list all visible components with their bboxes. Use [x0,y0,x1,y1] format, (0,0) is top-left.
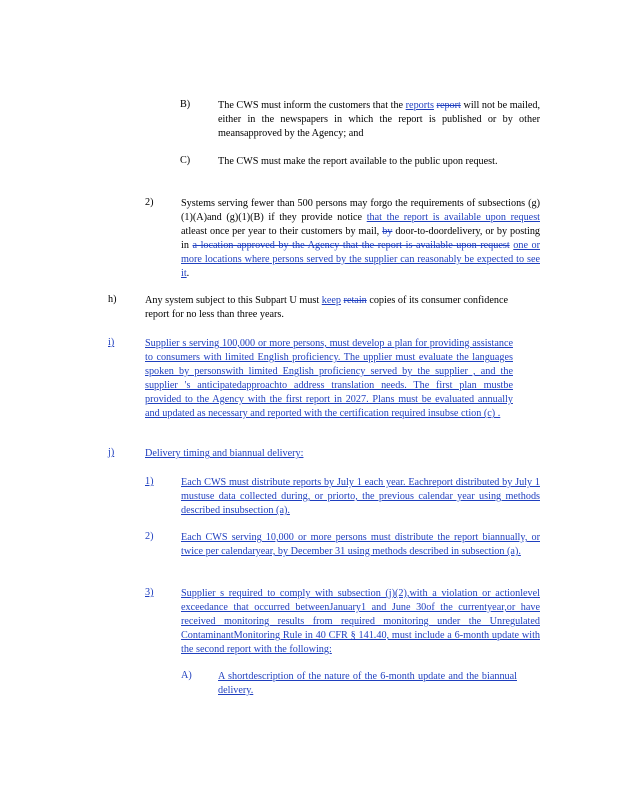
text-run: atleast once per year to their customers by mail, [181,226,383,237]
deleted-text: report [436,100,461,111]
text-run: The CWS must inform the customers that the [218,100,406,111]
inserted-text: keep [321,295,341,306]
item-C-text: The CWS must make the report available to the public upon request. [218,156,498,167]
inserted-text: reports [405,100,434,111]
item-j2-label: 2) [145,531,154,542]
item-jA-label: A) [181,670,192,681]
text-run: copies of its consumer confidence report for no less than three years. [145,295,509,320]
item-j1 [145,476,540,518]
item-h [108,294,508,322]
item-B-label: B) [180,99,191,110]
item-jA [181,670,517,698]
inserted-text: A shortdescription of the nature of the 6-month update and the biannual delivery. [218,671,517,696]
deleted-text: by [382,226,393,237]
deleted-text: a location approved by the Agency that the report is available upon request [192,240,510,251]
text-run: Systems serving fewer than 500 persons may forgo the requirements of subsections (g)(1)(A)and (g)(1)(B) if they provide notice [181,198,540,223]
item-j1-text [181,476,540,518]
item-j3-label: 3) [145,587,154,598]
text-run: door-to-doordelivery, or by posting in [181,226,541,251]
item-2-label: 2) [145,197,154,208]
item-B [180,99,540,141]
item-j3-text [181,587,540,657]
item-h-text [145,294,508,322]
inserted-text: one or more locations where persons served by the supplier can reasonably be expected to see it [181,240,541,279]
item-B-text [218,99,540,141]
inserted-text: Each CWS serving 10,000 or more persons must distribute the report biannually, or twice per calendaryear, by December 31 using methods described in subsection (a). [181,532,540,557]
item-2 [145,197,540,281]
inserted-text: Supplier s serving 100,000 or more persons, must develop a plan for providing assistance to consumers with limited English proficiency. The upplier must evaluate the languages spoken by personswith limited English proficiency served by the supplier , and the supplier 's anticipatedapproachto address translation needs. The first plan mustbe provided to the Agency with the first report in 2027. Plans must be evaluated annually and updated as necessary and reported with the certification required insubse ction (c) . [145,338,513,419]
item-j1-label: 1) [145,476,154,487]
item-i-text [145,337,513,421]
item-2-text [181,197,540,281]
item-j3 [145,587,540,657]
text-run: . [186,268,190,279]
item-C [180,155,540,169]
item-h-label: h) [108,294,117,305]
item-C-label: C) [180,155,191,166]
text-run: Any system subject to this Subpart U must [145,295,322,306]
deleted-text: retain [343,295,367,306]
text-run: will not be mailed, either in the newspapers in which the report is published or by other meansapproved by the Agency; and [218,100,540,139]
item-i [108,337,513,421]
item-j [108,447,513,461]
item-j2-text [181,531,540,559]
item-j-label: j) [108,447,115,458]
inserted-text: Supplier s required to comply with subsection (j)(2),with a violation or actionlevel exceedance that occurred betweenJanuary1 and June 30of the currentyear,or have received monitoring results from required monitoring under the Unregulated ContaminantMonitoring Rule in 40 CFR § 141.40, must include a 6-month update with the second report with the following: [181,588,540,655]
item-i-label: i) [108,337,115,348]
inserted-text: Delivery timing and biannual delivery: [145,448,304,459]
item-j2 [145,531,540,559]
item-jA-text [218,670,517,698]
inserted-text: Each CWS must distribute reports by July 1 each year. Eachreport distributed by July 1 mustuse data collected during, or priorto, the previous calendar year using methods described insubsection (a). [181,477,540,516]
inserted-text: that the report is available upon request [366,212,540,223]
item-j-text [145,447,513,461]
